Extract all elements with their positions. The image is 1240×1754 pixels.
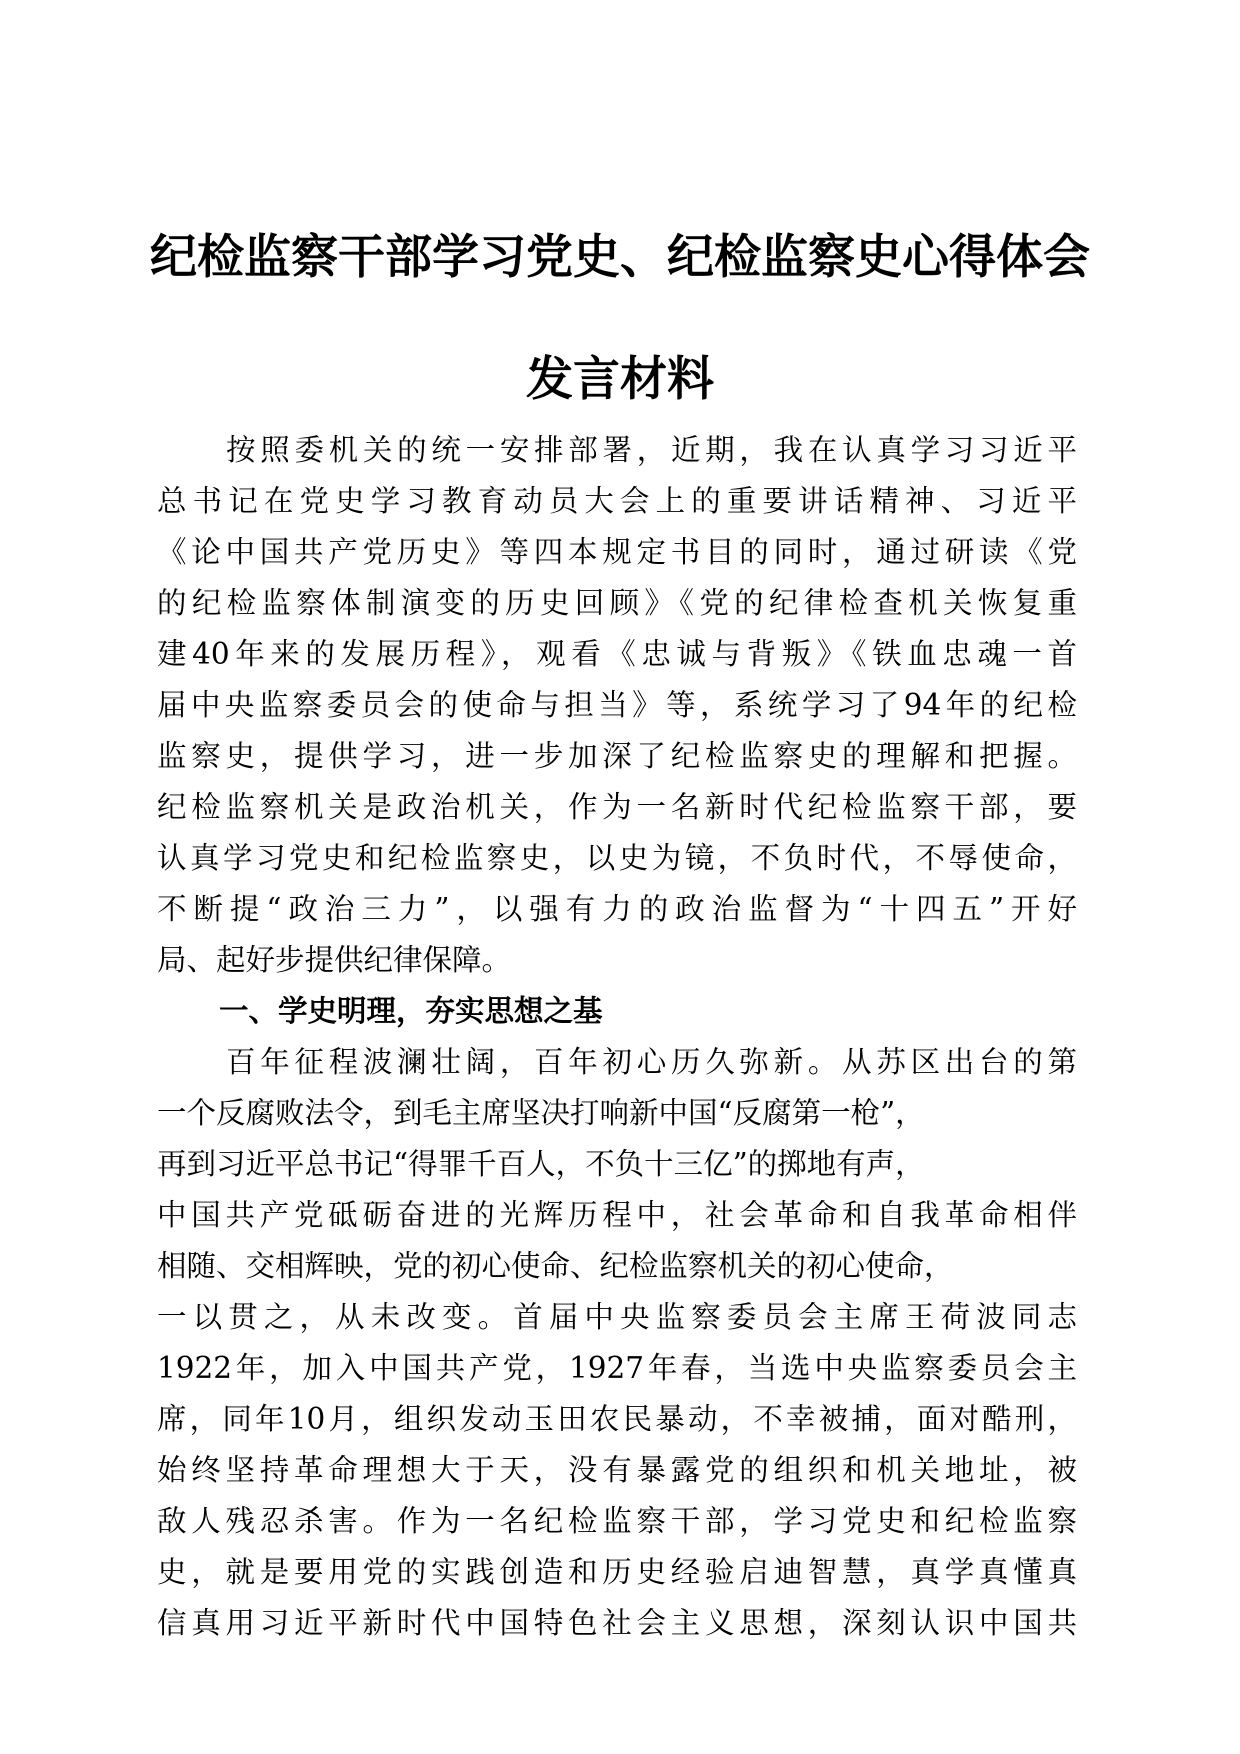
- paragraph-line: 1922年，加入中国共产党，1927年春，当选中央监察委员会主: [157, 1351, 1077, 1385]
- paragraph-line: 史，就是要用党的实践创造和历史经验启迪智慧，真学真懂真: [157, 1555, 1077, 1589]
- paragraph-line: 监察史，提供学习，进一步加深了纪检监察史的理解和把握。: [157, 739, 1077, 773]
- paragraph-line: 不断提“政治三力”，以强有力的政治监督为“十四五”开好: [157, 892, 1077, 926]
- paragraph-1: [157, 425, 1077, 986]
- document-title-line-1: 纪检监察干部学习党史、纪检监察史心得体会: [150, 230, 1090, 285]
- paragraph-line: 建40年来的发展历程》，观看《忠诚与背叛》《铁血忠魂一首: [157, 637, 1077, 671]
- paragraph-line: 始终坚持革命理想大于天，没有暴露党的组织和机关地址，被: [157, 1453, 1077, 1487]
- paragraph-line: 再到习近平总书记“得罪千百人，不负十三亿”的掷地有声，: [157, 1147, 925, 1181]
- paragraph-line: 按照委机关的统一安排部署，近期，我在认真学习习近平: [226, 433, 1077, 467]
- paragraph-line: 局、起好步提供纪律保障。: [157, 943, 512, 977]
- paragraph-line: 一个反腐败法令，到毛主席坚决打响新中国“反腐第一枪”，: [157, 1096, 925, 1130]
- paragraph-2: [157, 1037, 1077, 1649]
- paragraph-line: 敌人残忍杀害。作为一名纪检监察干部，学习党史和纪检监察: [157, 1504, 1077, 1538]
- paragraph-line: 总书记在党史学习教育动员大会上的重要讲话精神、习近平: [157, 484, 1077, 518]
- paragraph-line: 信真用习近平新时代中国特色社会主义思想，深刻认识中国共: [157, 1606, 1077, 1640]
- paragraph-line: 的纪检监察体制演变的历史回顾》《党的纪律检查机关恢复重: [157, 586, 1077, 620]
- paragraph-line: 席，同年10月，组织发动玉田农民暴动，不幸被捕，面对酷刑，: [157, 1402, 1077, 1436]
- paragraph-line: 届中央监察委员会的使命与担当》等，系统学习了94年的纪检: [157, 688, 1077, 722]
- paragraph-line: 纪检监察机关是政治机关，作为一名新时代纪检监察干部，要: [157, 790, 1077, 824]
- document-title-line-2: 发言材料: [526, 352, 714, 407]
- paragraph-line: 认真学习党史和纪检监察史，以史为镜，不负时代，不辱使命，: [157, 841, 1077, 875]
- paragraph-line: 百年征程波澜壮阔，百年初心历久弥新。从苏区出台的第: [226, 1045, 1077, 1079]
- paragraph-line: 中国共产党砥砺奋进的光辉历程中，社会革命和自我革命相伴: [157, 1198, 1077, 1232]
- paragraph-line: 《论中国共产党历史》等四本规定书目的同时，通过研读《党: [157, 535, 1077, 569]
- paragraph-line: 一以贯之，从未改变。首届中央监察委员会主席王荷波同志: [157, 1300, 1077, 1334]
- section-heading-1: 一、学史明理，夯实思想之基: [219, 994, 603, 1028]
- paragraph-line: 相随、交相辉映，党的初心使命、纪检监察机关的初心使命，: [157, 1249, 954, 1283]
- document-body: [157, 425, 1077, 1649]
